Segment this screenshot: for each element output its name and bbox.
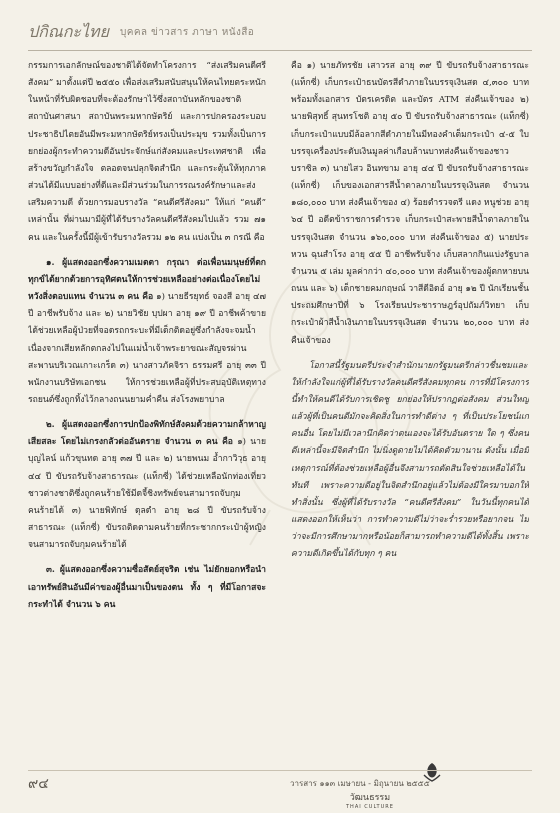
logo-text: วัฒนธรรม	[349, 793, 391, 803]
page-header	[28, 18, 532, 51]
case-3-heading: ๓. ผู้แสดงออกซึ่งความซื่อสัตย์สุจริต เช่น ไม่ยักยอกหรือนำเอาทรัพย์สินอันมีค่าของผู้อื่นมาเป็นของตน ทั้ง ๆ ที่มีโอกาสจะกระทำได้ จำนวน ๖ คน	[28, 565, 266, 610]
case-2-paragraph	[28, 417, 266, 554]
logo-subtext: THAI CULTURE	[346, 804, 394, 810]
closing-paragraph: โอกาสนี้รัฐมนตรีประจำสำนักนายกรัฐมนตรีกล่าวชื่นชมและให้กำลังใจแก่ผู้ที่ได้รับรางวัลคนดีศรีสังคมทุกคน การที่มีโครงการนี้ทำให้คนดีได้รับการเชิดชู ยกย่องให้ปรากฏต่อสังคม ส่วนใหญ่แล้วผู้ที่เป็นคนดีมักจะคิดสิ่งในการทำดีต่าง ๆ ที่เป็นประโยชน์แก่คนอื่น โดยไม่มีเวลานึกคิดว่าตนเองจะได้รับอันตราย ใด ๆ ซึ่งคนดีเหล่านี้จะมีจิตสำนึก ไม่นิ่งดูดายไม่ได้คิดตัวมานาน ดังนั้น เมื่อมีเหตุการณ์ที่ต้องช่วยเหลือผู้อื่นจึงสามารถตัดสินใจช่วยเหลือได้ในทันที เพราะความดีอยู่ในจิตสำนึกอยู่แล้วไม่ต้องมีใครมาบอกให้ทำสิ่งนั้น ซึ่งผู้ที่ได้รับรางวัล “คนดีศรีสังคม” ในวันนี้ทุกคนได้แสดงออกให้เห็นว่า การทำความดีไม่ว่าจะร่ำรวยหรือยากจน ไม่ว่าจะมีการศึกษามากหรือน้อยก็สามารถทำความดีได้ทั้งสิ้น เพราะความดีเกิดขึ้นได้กับทุก ๆ คน	[291, 360, 529, 560]
publisher-logo	[346, 790, 394, 810]
case-2-heading: ๒. ผู้แสดงออกซึ่งการปกป้องพิทักษ์สังคมด้วยความกล้าหาญ เสียสละ โดยไม่เกรงกลัวต่ออันตราย จำนวน ๓ คน คือ	[28, 420, 266, 448]
case-2-body: ๑) นายบุญไลน์ แก้วขุนทด อายุ ๓๗ ปี และ ๒) นายพนม อ้ำกาวิวุธ อายุ ๔๔ ปี ขับรถรับจ้างสาธารณะ (แท็กซี่) ได้ช่วยเหลือนักท่องเที่ยวชาวต่างชาติซึ่งถูกคนร้ายใช้มีดจี้ชิงทรัพย์จนสามารถจับกุมคนร้ายได้ ๓) นายพิทักษ์ ดุลดำ อายุ ๒๘ ปี ขับรถรับจ้างสาธารณะ (แท็กซี่) ขับรถติดตามคนร้ายที่กระชากกระเป๋าผู้หญิงจนสามารถจับกุมคนร้ายได้	[28, 437, 266, 551]
intro-paragraph: กรรมการเอกลักษณ์ของชาติได้จัดทำโครงการ “ส่งเสริมคนดีศรีสังคม” มาตั้งแต่ปี ๒๕๕๐ เพื่อส่งเสริมสนับสนุนให้คนไทยตระหนักในหน้าที่รับผิดชอบที่จะต้องรักษาไว้ซึ่งสถาบันหลักของชาติ สถาบันศาสนา สถาบันพระมหากษัตริย์ และการปกครองระบอบประชาธิปไตยอันมีพระมหากษัตริย์ทรงเป็นประมุข รวมทั้งเป็นการยกย่องผู้กระทำความดีอันประจักษ์แก่สังคมและประเทศชาติ เพื่อสร้างขวัญกำลังใจ ตลอดจนปลุกจิตสำนึก และกระตุ้นให้ทุกภาคส่วนได้มีแบบอย่างที่ดีและมีส่วนร่วมในการรณรงค์รักษาและส่งเสริมความดี ด้วยการมอบรางวัล “คนดีศรีสังคม” ให้แก่ “คนดี” เหล่านั้น ที่ผ่านมามีผู้ที่ได้รับรางวัลคนดีศรีสังคมไปแล้ว รวม ๗๑ คน และในครั้งนี้มีผู้เข้ารับรางวัลรวม ๑๒ คน แบ่งเป็น ๓ กรณี คือ	[28, 61, 266, 243]
case-3-body: คือ ๑) นายภัทรชัย เสาวรส อายุ ๓๙ ปี ขับรถรับจ้างสาธารณะ (แท็กซี่) เก็บกระเป๋าธนบัตรสีดำภายในบรรจุเงินสด ๔,๓๐๐ บาท พร้อมทั้งเอกสาร บัตรเครดิต และบัตร ATM ส่งคืนเจ้าของ ๒) นายพิสุทธิ์ สุนทรโชติ อายุ ๕๐ ปี ขับรถรับจ้างสาธารณะ (แท็กซี่) เก็บกระเป๋าแบบมีล้อลากสีดำภายในมีทองคำเต็มกระเป๋า ๔-๕ ใบ บรรจุเครื่องประดับเงินมูลค่าเกือบล้านบาทส่งคืนเจ้าของชาวบราซิล ๓) นายไสว อินทขาม อายุ ๔๔ ปี ขับรถรับจ้างสาธารณะ (แท็กซี่) เก็บของเอกสารสีน้ำตาลภายในบรรจุเงินสด จำนวน ๑๘๐,๐๐๐ บาท ส่งคืนเจ้าของ ๔) ร้อยตำรวจตรี แดง หนูช่วย อายุ ๖๔ ปี อดีตข้าราชการตำรวจ เก็บกระเป๋าสะพายสีน้ำตาลภายในบรรจุเงินสด จำนวน ๑๖๐,๐๐๐ บาท ส่งคืนเจ้าของ ๕) นายประหวน ฉุนสำโรง อายุ ๕๕ ปี อาชีพรับจ้าง เก็บสลากกินแบ่งรัฐบาล จำนวน ๕ เล่ม มูลค่ากว่า ๔๐,๐๐๐ บาท ส่งคืนเจ้าของผู้ตกหายบนถนน และ ๖) เด็กชายคมกฤษณ์ วาสีดีอิดอ์ อายุ ๑๒ ปี นักเรียนชั้นประถมศึกษาปีที่ ๖ โรงเรียนประชาราษฎร์อุปถัมภ์วิทยา เก็บกระเป๋าผ้าสีน้ำเงินภายในบรรจุเงินสด จำนวน ๒๐,๐๐๐ บาท ส่งคืนเจ้าของ	[291, 61, 529, 346]
section-subtitle: บุคคล ข่าวสาร ภาษา หนังสือ	[120, 27, 255, 38]
case-1-heading: ๑. ผู้แสดงออกซึ่งความเมตตา กรุณา ต่อเพื่อนมนุษย์ที่ตกทุกข์ได้ยากด้วยการอุทิศตนให้การช่วยเหลืออย่างต่อเนื่องโดยไม่หวังสิ่งตอบแทน จำนวน ๓ คน คือ	[28, 257, 266, 303]
left-column	[28, 58, 266, 713]
footer-divider	[28, 770, 532, 771]
page-number: ๙๔	[28, 776, 49, 792]
right-column	[291, 58, 529, 713]
case-3-paragraph	[28, 562, 266, 613]
issue-line: วารสาร ๑๑๓ เมษายน - มิถุนายน ๒๕๕๕	[290, 779, 430, 788]
case-1-paragraph	[28, 255, 266, 409]
case-1-body: ๑) นายธีรยุทธ์ จองสี อายุ ๔๗ ปี อาชีพรับจ้าง และ ๒) นายวิชัย บุปผา อายุ ๑๙ ปี อาชีพค้าขาย ได้ช่วยเหลือผู้ป่วยที่จอดรถกระบะที่มีเด็กติดอยู่ซึ่งกำลังจะจมน้ำ เนื่องจากเสียหลักตกลงไปในแม่น้ำเจ้าพระยาขณะสัญจรผ่านสะพานบริเวณเกาะเกร็ด ๓) นางสาวภัคจิรา ธรรมศรี อายุ ๓๓ ปี พนักงานบริษัทเอกชน ให้การช่วยเหลือผู้ที่ประสบอุบัติเหตุทางรถยนต์ซึ่งถูกทิ้งไว้กลางถนนยามค่ำคืน ส่งโรงพยาบาล	[28, 292, 266, 405]
section-brand: ปกิณกะไทย	[28, 22, 109, 41]
